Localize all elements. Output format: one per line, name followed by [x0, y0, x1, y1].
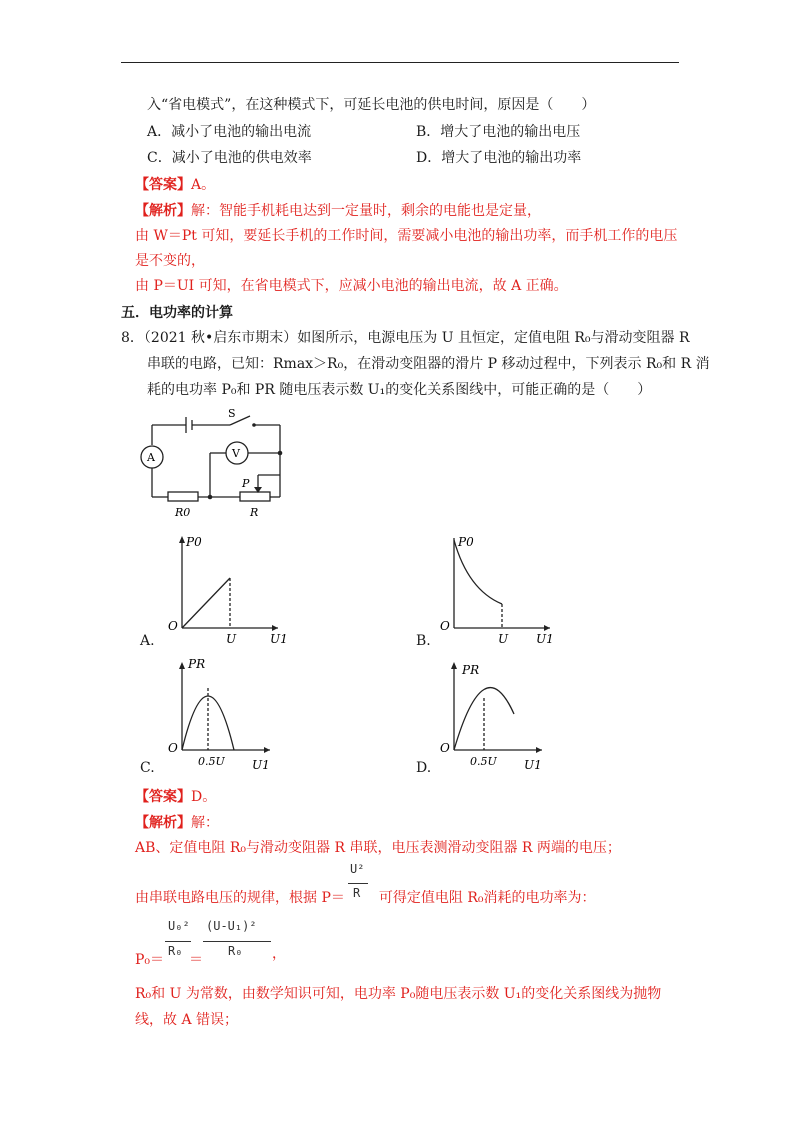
p0-equation-lhs: P₀＝ [135, 952, 165, 968]
graph-b [432, 530, 572, 650]
answer-tag: 【答案】 [135, 789, 191, 805]
half-u-label: 0.5U [470, 755, 497, 768]
q7-option-c: C．减小了电池的供电效率 [147, 150, 312, 166]
graph-a [160, 530, 300, 650]
analysis-text: 解： [191, 815, 219, 831]
analysis-text: 解：智能手机耗电达到一定量时，剩余的电能也是定量， [191, 203, 541, 219]
f1-denominator: R₀ [168, 944, 183, 958]
q8-stem-2: 串联的电路，已知：Rmax＞R₀，在滑动变阻器的滑片 P 移动过程中，下列表示 R₀和 R 消 [147, 356, 710, 372]
y-axis-label: PR [188, 657, 206, 671]
option-label-c: C. [140, 760, 155, 776]
q8-analysis-1: AB、定值电阻 R₀与滑动变阻器 R 串联，电压表测滑动变阻器 R 两端的电压； [135, 840, 621, 856]
q7-stem: 入“省电模式”，在这种模式下，可延长电池的供电时间，原因是（ ） [147, 97, 596, 113]
u-label: U [498, 632, 509, 646]
q7-analysis-2: 由 W＝Pt 可知，要延长手机的工作时间，需要减小电池的输出功率，而手机工作的电压 [135, 228, 678, 244]
origin-label: O [168, 741, 178, 755]
analysis-text: 可得定值电阻 R₀消耗的电功率为： [378, 890, 596, 906]
junction-dot [208, 495, 213, 500]
y-axis-label: PR [462, 663, 480, 677]
q7-answer [135, 175, 215, 195]
switch-label: S [228, 407, 236, 420]
switch-contact [252, 423, 256, 427]
answer-value: A。 [191, 177, 216, 193]
option-label-a: A. [140, 633, 155, 649]
r-rheostat [240, 492, 270, 501]
q8-analysis-4: R₀和 U 为常数，由数学知识可知，电功率 P₀随电压表示数 U₁的变化关系图线为抛物 [135, 986, 662, 1002]
graph-d [432, 652, 572, 772]
q7-option-a: A．减小了电池的输出电流 [147, 124, 312, 140]
q7-analysis-4: 由 P＝UI 可知，在省电模式下，应减小电池的输出电流，故 A 正确。 [135, 278, 568, 294]
graph-c [160, 652, 300, 772]
x-axis-label: U1 [536, 632, 554, 646]
half-u-label: 0.5U [198, 755, 225, 768]
y-axis-label: P0 [458, 535, 474, 549]
frac-r-denominator: R [353, 886, 361, 900]
option-label-d: D. [416, 760, 432, 776]
option-label-b: B. [416, 633, 431, 649]
r0-resistor [168, 492, 198, 501]
section-title: 五．电功率的计算 [121, 305, 233, 321]
q7-option-b: B．增大了电池的输出电压 [416, 124, 581, 140]
p0-curve [454, 540, 502, 604]
q7-option-d: D．增大了电池的输出功率 [416, 150, 582, 166]
x-axis-label: U1 [252, 758, 270, 772]
answer-tag: 【答案】 [135, 177, 191, 193]
r0-label: R0 [175, 506, 191, 519]
r-label: R [250, 506, 259, 519]
f1-numerator: U₀² [168, 919, 190, 933]
q8-analysis-head [135, 813, 219, 833]
p0-line [182, 578, 230, 628]
fraction-bar [203, 941, 271, 942]
q8-stem-3: 耗的电功率 P₀和 PR 随电压表示数 U₁的变化关系图线中，可能正确的是（ ） [147, 382, 652, 398]
analysis-tag: 【解析】 [135, 815, 191, 831]
equation-comma: ， [272, 946, 286, 962]
header-rule [121, 62, 679, 63]
x-axis-label: U1 [524, 758, 542, 772]
u-label: U [226, 632, 237, 646]
frac-u2-numerator: U² [350, 862, 365, 876]
q8-analysis-2 [135, 888, 595, 908]
answer-value: D。 [191, 789, 217, 805]
analysis-text: 由串联电路电压的规律，根据 P＝ [135, 890, 345, 906]
f2-numerator: (U-U₁)² [206, 919, 257, 933]
fraction-bar [348, 883, 368, 884]
origin-label: O [168, 619, 178, 633]
analysis-tag: 【解析】 [135, 203, 191, 219]
fraction-bar [165, 941, 191, 942]
junction-dot [278, 451, 283, 456]
slider-label: P [242, 477, 250, 490]
q8-stem-1: 8．（2021 秋•启东市期末）如图所示，电源电压为 U 且恒定，定值电阻 R₀与滑动变阻器 R [121, 330, 690, 346]
x-axis-label: U1 [270, 632, 288, 646]
q8-answer [135, 787, 216, 807]
equals-sign: ＝ [189, 952, 203, 968]
origin-label: O [440, 741, 450, 755]
q7-analysis-1 [135, 201, 541, 221]
f2-denominator: R₀ [228, 944, 243, 958]
q8-analysis-5: 线，故 A 错误； [135, 1012, 239, 1028]
q7-analysis-3: 是不变的， [135, 253, 205, 269]
origin-label: O [440, 619, 450, 633]
y-axis-label: P0 [186, 535, 202, 549]
circuit-diagram [130, 405, 300, 525]
ammeter-label: A [147, 451, 155, 464]
voltmeter-label: V [232, 447, 240, 460]
